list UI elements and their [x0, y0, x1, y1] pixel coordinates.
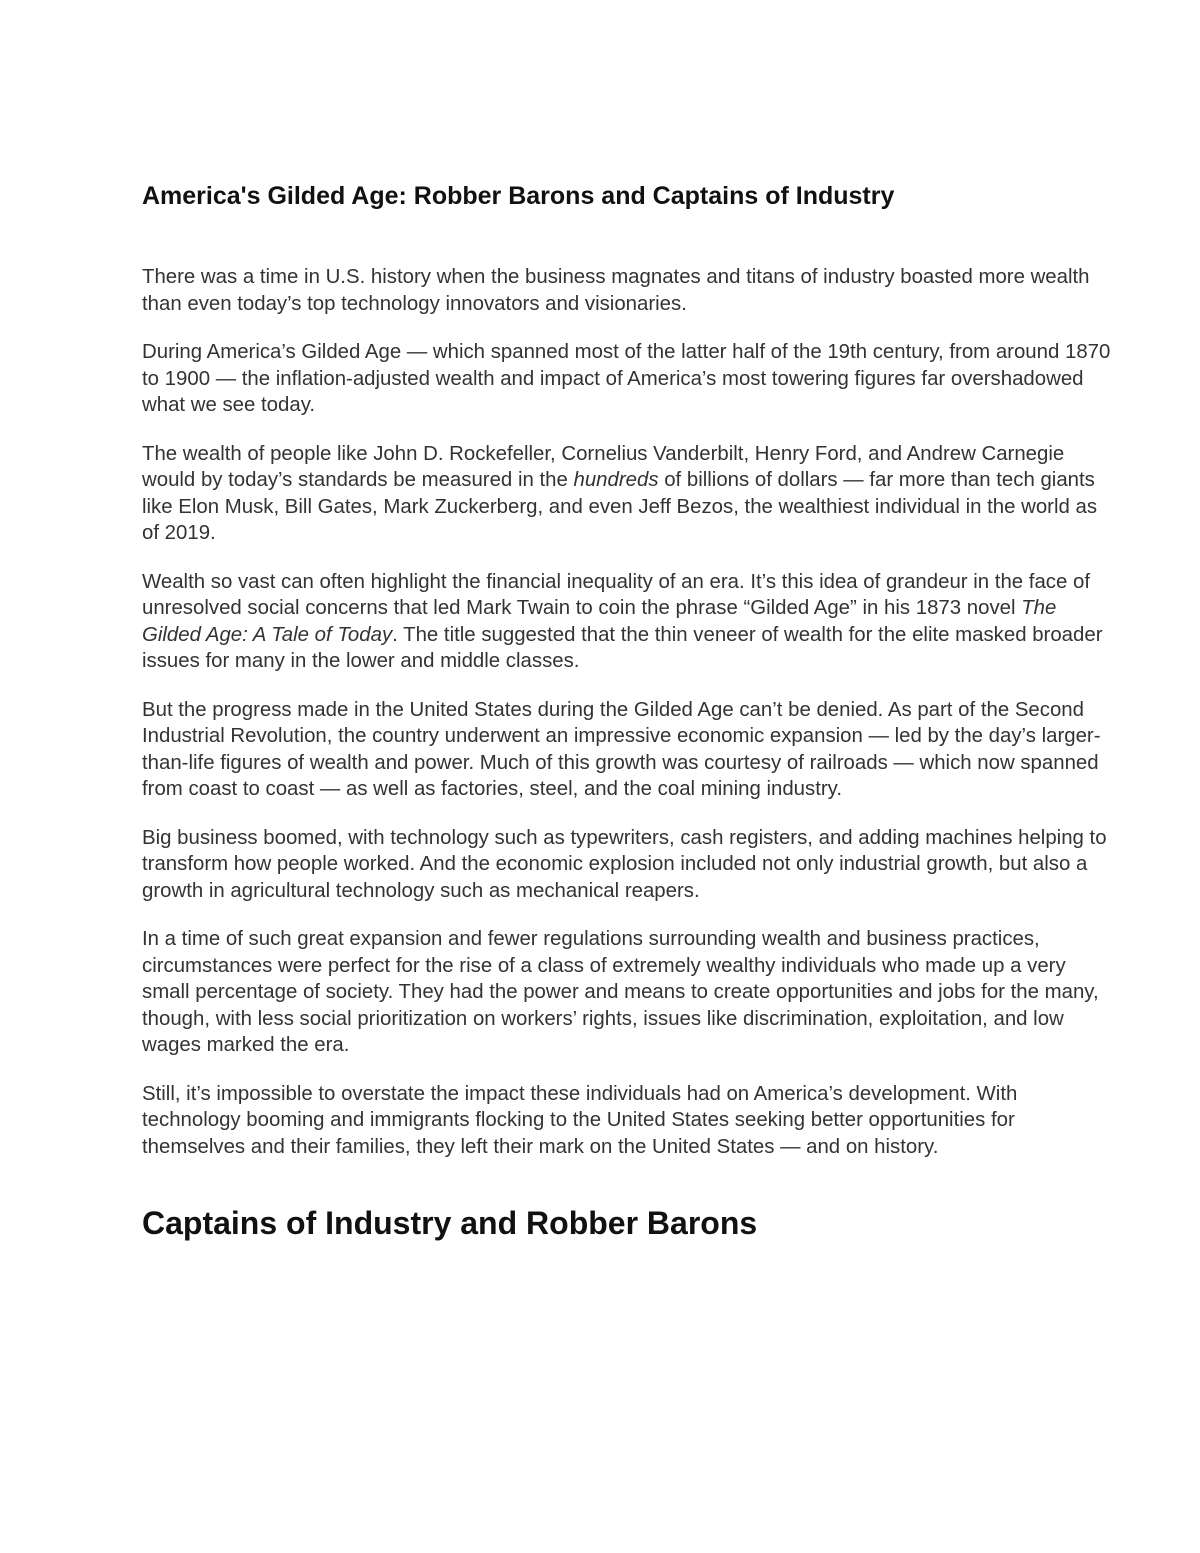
body-paragraph: [142, 264, 1112, 317]
body-paragraph: [142, 1081, 1112, 1161]
body-paragraph: [142, 339, 1112, 419]
paragraph-text: Big business boomed, with technology such as typewriters, cash registers, and adding machines helping to transform how people worked. And the economic explosion included not only industrial growth, but also a growth in agricultural technology such as mechanical reapers.: [142, 826, 1107, 902]
document-page: [142, 178, 1112, 1243]
paragraph-text: There was a time in U.S. history when the business magnates and titans of industry boasted more wealth than even today’s top technology innovators and visionaries.: [142, 266, 1090, 315]
document-title: America's Gilded Age: Robber Barons and Captains of Industry: [142, 182, 895, 210]
italic-text: hundreds: [573, 469, 659, 491]
paragraph-text: The wealth of people like John D. Rockefeller, Cornelius Vanderbilt, Henry Ford, and Andrew Carnegie would by today’s standards be measured in the: [142, 442, 1065, 491]
paragraph-text: During America’s Gilded Age — which spanned most of the latter half of the 19th century, from around 1870 to 1900 — the inflation-adjusted wealth and impact of America’s most towering figures far overshadowed what we see today.: [142, 341, 1111, 416]
paragraph-text: Wealth so vast can often highlight the financial inequality of an era. It’s this idea of grandeur in the face of unresolved social concerns that led Mark Twain to coin the phrase “Gilded Age” in his 1873 novel: [142, 570, 1091, 619]
body-paragraph: [142, 441, 1112, 547]
paragraph-text: In a time of such great expansion and fewer regulations surrounding wealth and business practices, circumstances were perfect for the rise of a class of extremely wealthy individuals who made up a very small percentage of society. They had the power and means to create opportunities and jobs for the many, though, with less social prioritization on workers’ rights, issues like discrimination, exploitation, and low wages marked the era.: [142, 928, 1099, 1056]
body-paragraph: [142, 697, 1112, 803]
body-paragraph: [142, 569, 1112, 675]
paragraph-text: But the progress made in the United States during the Gilded Age can’t be denied. As part of the Second Industrial Revolution, the country underwent an impressive economic expansion — led by the day’s larger-than-life figures of wealth and power. Much of this growth was courtesy of railroads — which now spanned from coast to coast — as well as factories, steel, and the coal mining industry.: [142, 698, 1101, 800]
italic-text: The Gilded Age: A Tale of Today: [142, 597, 1057, 646]
body-paragraph: [142, 926, 1112, 1059]
section-heading: Captains of Industry and Robber Barons: [142, 1205, 758, 1241]
paragraph-text: . The title suggested that the thin veneer of wealth for the elite masked broader issues for many in the lower and middle classes.: [142, 623, 1103, 672]
document-body: [142, 264, 1112, 1160]
paragraph-text: of billions of dollars — far more than tech giants like Elon Musk, Bill Gates, Mark Zuckerberg, and even Jeff Bezos, the wealthiest individual in the world as of 2019.: [142, 469, 1098, 544]
paragraph-text: Still, it’s impossible to overstate the impact these individuals had on America’s development. With technology booming and immigrants flocking to the United States seeking better opportunities for themselves and their families, they left their mark on the United States — and on history.: [142, 1082, 1018, 1158]
body-paragraph: [142, 825, 1112, 905]
